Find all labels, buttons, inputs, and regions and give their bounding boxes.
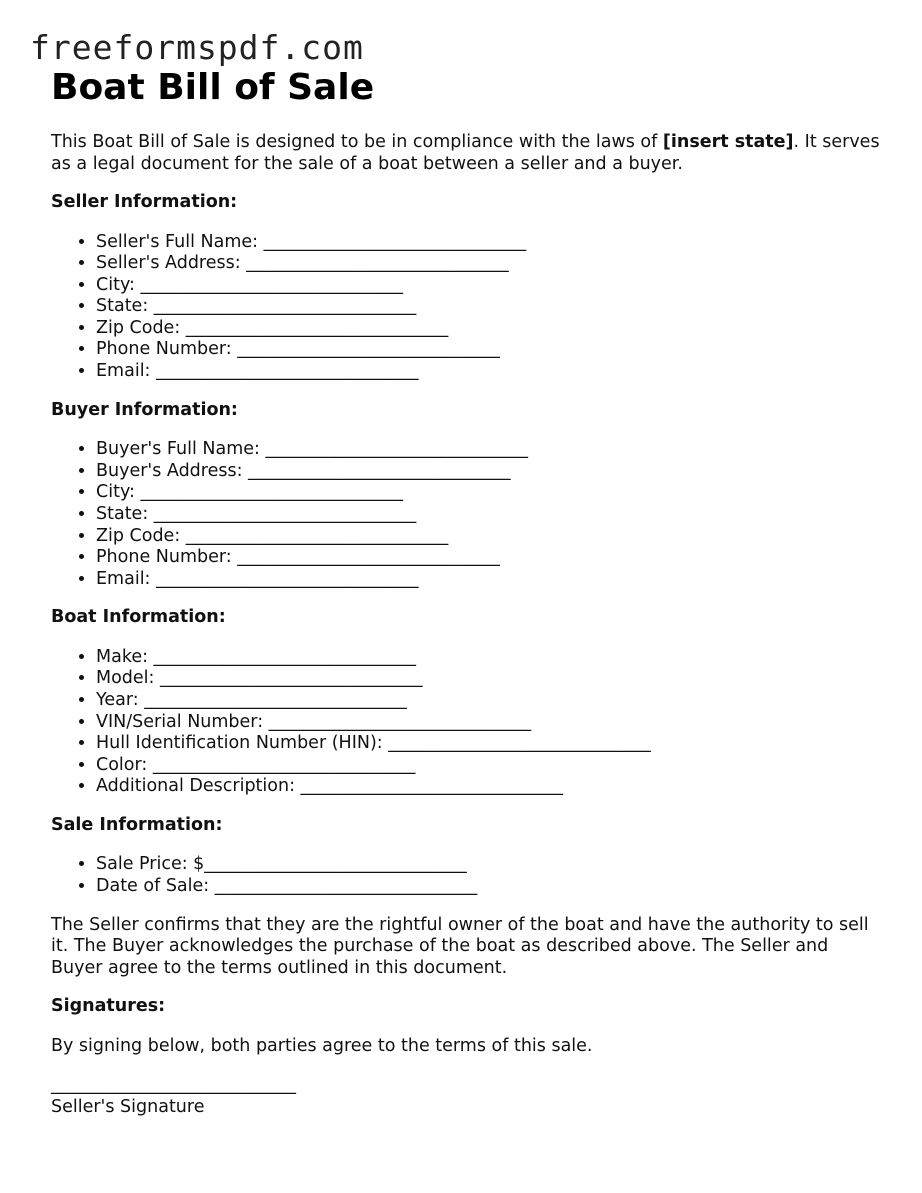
sale-date-field: • Date of Sale: ______________________________ — [96, 876, 881, 898]
seller-state-field: • State: ______________________________ — [96, 296, 881, 318]
seller-full-name-field: • Seller's Full Name: ______________________________ — [96, 232, 881, 254]
boat-year-field: • Year: ______________________________ — [96, 690, 881, 712]
sale-section-heading: Sale Information: — [51, 814, 223, 835]
buyer-email-field: • Email: ______________________________ — [96, 569, 881, 591]
buyer-address-field: • Buyer's Address: ______________________________ — [96, 461, 881, 483]
signatures-text: By signing below, both parties agree to the terms of this sale. — [51, 1035, 593, 1056]
page-title: Boat Bill of Sale — [51, 67, 375, 108]
boat-section-heading: Boat Information: — [51, 607, 226, 628]
seller-signature-label: Seller's Signature — [51, 1096, 205, 1117]
boat-vin-field: • VIN/Serial Number: ______________________________ — [96, 712, 881, 734]
seller-city-field: • City: ______________________________ — [96, 275, 881, 297]
seller-section-heading: Seller Information: — [51, 192, 238, 212]
buyer-field-list — [51, 439, 881, 590]
state-placeholder: [insert state] — [662, 132, 794, 152]
buyer-state-field: • State: ______________________________ — [96, 504, 881, 526]
boat-make-field: • Make: ______________________________ — [96, 647, 881, 669]
boat-field-list — [51, 647, 881, 798]
buyer-full-name-field: • Buyer's Full Name: ______________________________ — [96, 439, 881, 461]
seller-signature-line: ____________________________ — [51, 1075, 296, 1096]
signatures-section-heading: Signatures: — [51, 996, 166, 1017]
seller-zip-field: • Zip Code: ______________________________ — [96, 318, 881, 340]
closing-paragraph: The Seller confirms that they are the rightful owner of the boat and have the authority to sell it. The Buyer acknowledges the purchase of the boat as described above. The Seller and Buyer agree to the terms outlined in this document. — [51, 914, 869, 978]
intro-text-after: . It serves as a legal document for the sale of a boat between a seller and a buyer. — [51, 132, 880, 174]
boat-color-field: • Color: ______________________________ — [96, 755, 881, 777]
seller-field-list — [51, 232, 881, 383]
boat-description-field: • Additional Description: ______________________________ — [96, 776, 881, 798]
boat-hin-field: • Hull Identification Number (HIN): ______________________________ — [96, 733, 881, 755]
seller-phone-field: • Phone Number: ______________________________ — [96, 339, 881, 361]
buyer-city-field: • City: ______________________________ — [96, 482, 881, 504]
seller-address-field: • Seller's Address: ______________________________ — [96, 253, 881, 275]
buyer-section-heading: Buyer Information: — [51, 399, 238, 420]
buyer-phone-field: • Phone Number: ______________________________ — [96, 547, 881, 569]
boat-model-field: • Model: ______________________________ — [96, 668, 881, 690]
intro-text-before: This Boat Bill of Sale is designed to be in compliance with the laws of — [51, 132, 663, 152]
seller-email-field: • Email: ______________________________ — [96, 361, 881, 383]
document-body — [51, 64, 881, 1118]
sale-field-list — [51, 854, 881, 897]
watermark: freeformspdf.com — [30, 28, 364, 67]
sale-price-field: • Sale Price: $______________________________ — [96, 854, 881, 876]
intro-paragraph — [51, 132, 881, 175]
buyer-zip-field: • Zip Code: ______________________________ — [96, 526, 881, 548]
